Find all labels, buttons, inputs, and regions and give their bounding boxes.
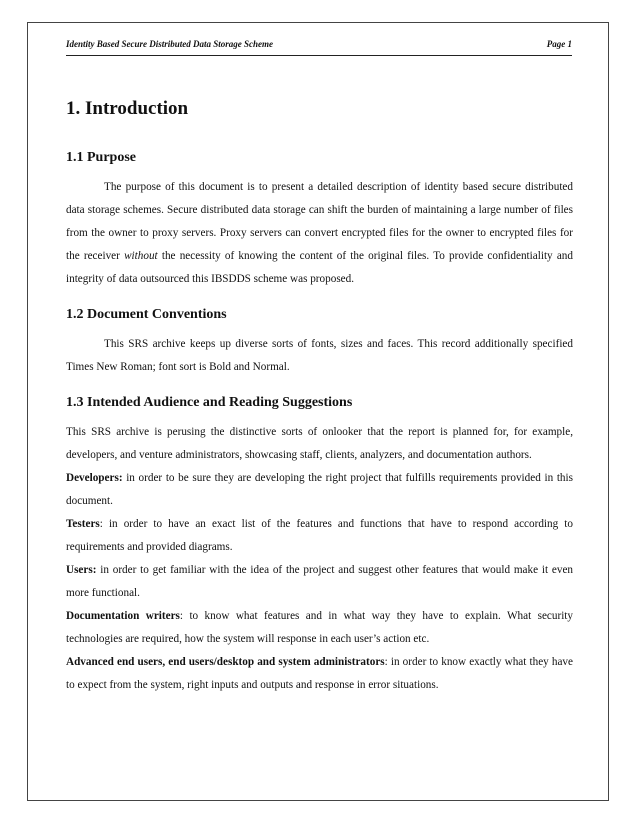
audience-item-text: : in order to know exactly what they have to expect from the system, right inputs and outputs and response in error situations. — [66, 656, 573, 691]
audience-item-users — [66, 559, 573, 605]
conventions-paragraph: This SRS archive keeps up diverse sorts of fonts, sizes and faces. This record additionally specified Times New Roman; font sort is Bold and Normal. — [66, 338, 573, 373]
section-heading-purpose: 1.1 Purpose — [66, 150, 136, 165]
header-rule — [66, 55, 572, 56]
purpose-text-after: the necessity of knowing the content of the original files. To provide confidentiality and integrity of data outsourced this IBSDDS scheme was proposed. — [66, 250, 573, 285]
audience-item-label: Developers: — [66, 472, 123, 484]
purpose-text-before: The purpose of this document is to present a detailed description of identity based secure distributed data storage schemes. Secure distributed data storage can shift the burden of maintaining a large number of files from the owner to proxy servers. Proxy servers can convert encrypted files for the owner to encrypted files for the receiver — [66, 181, 573, 262]
audience-item-label: Advanced end users, end users/desktop and system administrators — [66, 656, 385, 668]
audience-item-label: Documentation writers — [66, 610, 180, 622]
section-heading-introduction: 1. Introduction — [66, 98, 189, 119]
audience-item-documentation-writers — [66, 605, 573, 651]
header-page-number: Page 1 — [546, 39, 572, 49]
audience-item-text: in order to get familiar with the idea of the project and suggest other features that would make it even more functional. — [66, 564, 573, 599]
section-heading-audience: 1.3 Intended Audience and Reading Suggestions — [66, 395, 353, 410]
audience-item-label: Testers — [66, 518, 100, 530]
page-header — [66, 39, 572, 53]
purpose-paragraph — [66, 176, 573, 291]
audience-item-advanced-users — [66, 651, 573, 697]
audience-item-text: : in order to have an exact list of the features and functions that have to respond according to requirements and provided diagrams. — [66, 518, 573, 553]
header-title: Identity Based Secure Distributed Data Storage Scheme — [66, 39, 273, 49]
document-body — [66, 96, 573, 697]
audience-item-developers — [66, 467, 573, 513]
audience-item-text: in order to be sure they are developing the right project that fulfills requirements provided in this document. — [66, 472, 573, 507]
audience-item-testers — [66, 513, 573, 559]
purpose-emphasis: without — [124, 250, 158, 262]
section-heading-conventions: 1.2 Document Conventions — [66, 307, 227, 322]
audience-item-label: Users: — [66, 564, 97, 576]
audience-item-text: : to know what features and in what way they have to explain. What security technologies are required, how the system will response in each user’s action etc. — [66, 610, 574, 645]
audience-intro-paragraph: This SRS archive is perusing the distinctive sorts of onlooker that the report is planned for, for example, developers, and venture administrators, showcasing staff, clients, analyzers, and documentation authors. — [66, 426, 573, 461]
